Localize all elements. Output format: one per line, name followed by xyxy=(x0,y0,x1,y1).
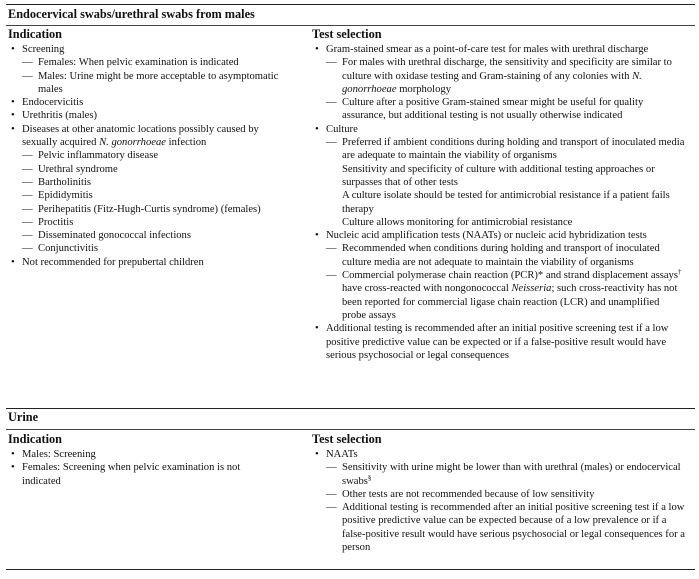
italic-term: N. gonorrhoeae xyxy=(99,137,166,149)
dash-subitem xyxy=(312,56,686,96)
bullet-item: • Urethritis (males) xyxy=(8,109,280,122)
item-text: infection xyxy=(165,137,207,149)
dash-subitem: — Perihepatitis (Fitz-Hugh-Curtis syndrome) (females) xyxy=(8,203,280,216)
item-text: have cross-reacted with nongonococcal xyxy=(342,283,512,295)
italic-term: N. gonorrhoeae xyxy=(342,70,642,95)
dash-subitem: — Pelvic inflammatory disease xyxy=(8,149,280,162)
bullet-item: • Screening xyxy=(8,43,280,56)
section1-indication-column xyxy=(8,27,280,269)
bullet-item: • Culture xyxy=(312,123,686,136)
bottom-rule xyxy=(6,569,695,570)
section2-test-selection-heading: Test selection xyxy=(312,432,382,446)
dash-subitem: — Conjunctivitis xyxy=(8,242,280,255)
dash-subitem: — Disseminated gonococcal infections xyxy=(8,229,280,242)
dash-subitem: — Preferred if ambient conditions during holding and transport of inoculated media are adequate to maintain the viability of organisms xyxy=(312,136,686,163)
section2-test-selection-list xyxy=(312,448,686,554)
dash-subitem xyxy=(312,461,686,488)
top-rule xyxy=(6,4,695,5)
footnote-marker: § xyxy=(367,473,372,482)
section1-test-selection-column xyxy=(312,27,686,362)
dash-subitem: — Females: When pelvic examination is indicated xyxy=(8,56,280,69)
subitem-paragraph: Culture allows monitoring for antimicrobial resistance xyxy=(342,216,573,228)
section1-indication-heading: Indication xyxy=(8,27,62,41)
section1-test-selection-heading: Test selection xyxy=(312,27,382,41)
bullet-item xyxy=(8,123,280,150)
bullet-item: • Males: Screening xyxy=(8,448,280,461)
section2-top-rule xyxy=(6,408,695,409)
item-text: ; such cross-reactivity has not been reported for commercial ligase chain reaction (LCR) and unamplified probe assays xyxy=(342,283,678,321)
dash-subitem xyxy=(312,269,686,322)
dash-subitem: — Males: Urine might be more acceptable to asymptomatic males xyxy=(8,70,280,97)
dash-subitem: — Recommended when conditions during holding and transport of inoculated culture media are not adequate to maintain the viability of organisms xyxy=(312,242,686,269)
dash-subitem: — Epididymitis xyxy=(8,189,280,202)
dash-subitem: — Other tests are not recommended because of low sensitivity xyxy=(312,488,686,501)
section1-indication-list xyxy=(8,43,280,269)
section2-title-rule xyxy=(6,429,695,430)
bullet-item: • Endocervicitis xyxy=(8,96,280,109)
section2-indication-column xyxy=(8,432,280,488)
item-text: Commercial polymerase chain reaction (PCR)* and strand displacement assays xyxy=(342,270,678,282)
dash-subitem: — Proctitis xyxy=(8,216,280,229)
section1-title: Endocervical swabs/urethral swabs from males xyxy=(8,7,255,21)
item-text: For males with urethral discharge, the sensitivity and specificity are similar to culture with oxidase testing and Gram-staining of any colonies with xyxy=(342,57,672,82)
section2-title: Urine xyxy=(8,410,39,424)
bullet-item: • Not recommended for prepubertal children xyxy=(8,256,280,269)
bullet-item: • Gram-stained smear as a point-of-care test for males with urethral discharge xyxy=(312,43,686,56)
section1-title-rule xyxy=(6,25,695,26)
dash-subitem: — Additional testing is recommended after an initial positive screening test if a low positive predictive value can be expected because of a low prevalence or if a false-positive result would have serious psychosocial or legal consequences for a person xyxy=(312,501,686,554)
italic-term: Neisseria xyxy=(511,283,552,295)
dash-subitem: — Culture after a positive Gram-stained smear might be useful for quality assurance, but additional testing is not usually otherwise indicated xyxy=(312,96,686,123)
item-text: Sensitivity with urine might be lower than with urethral (males) or endocervical swabs xyxy=(342,462,681,487)
dash-subitem: — Bartholinitis xyxy=(8,176,280,189)
subitem-paragraph: A culture isolate should be tested for antimicrobial resistance if a patient fails therapy xyxy=(342,190,670,215)
bullet-item: • Females: Screening when pelvic examination is not indicated xyxy=(8,461,280,488)
section2-indication-list xyxy=(8,448,280,488)
dash-subitem: — Urethral syndrome xyxy=(8,163,280,176)
item-text: morphology xyxy=(396,83,451,95)
subitem-paragraph: Sensitivity and specificity of culture with additional testing approaches or surpasses that of other tests xyxy=(342,163,655,188)
bullet-item: • Nucleic acid amplification tests (NAATs) or nucleic acid hybridization tests xyxy=(312,229,686,242)
footnote-marker: † xyxy=(677,268,682,277)
bullet-item: • NAATs xyxy=(312,448,686,461)
section1-test-selection-list xyxy=(312,43,686,362)
item-text: Diseases at other anatomic locations possibly caused by sexually acquired xyxy=(22,123,259,149)
section2-indication-heading: Indication xyxy=(8,432,62,446)
section2-test-selection-column xyxy=(312,432,686,554)
bullet-item: • Additional testing is recommended after an initial positive screening test if a low positive predictive value can be expected or if a false-positive result would have serious psychosocial or legal consequences xyxy=(312,322,686,362)
